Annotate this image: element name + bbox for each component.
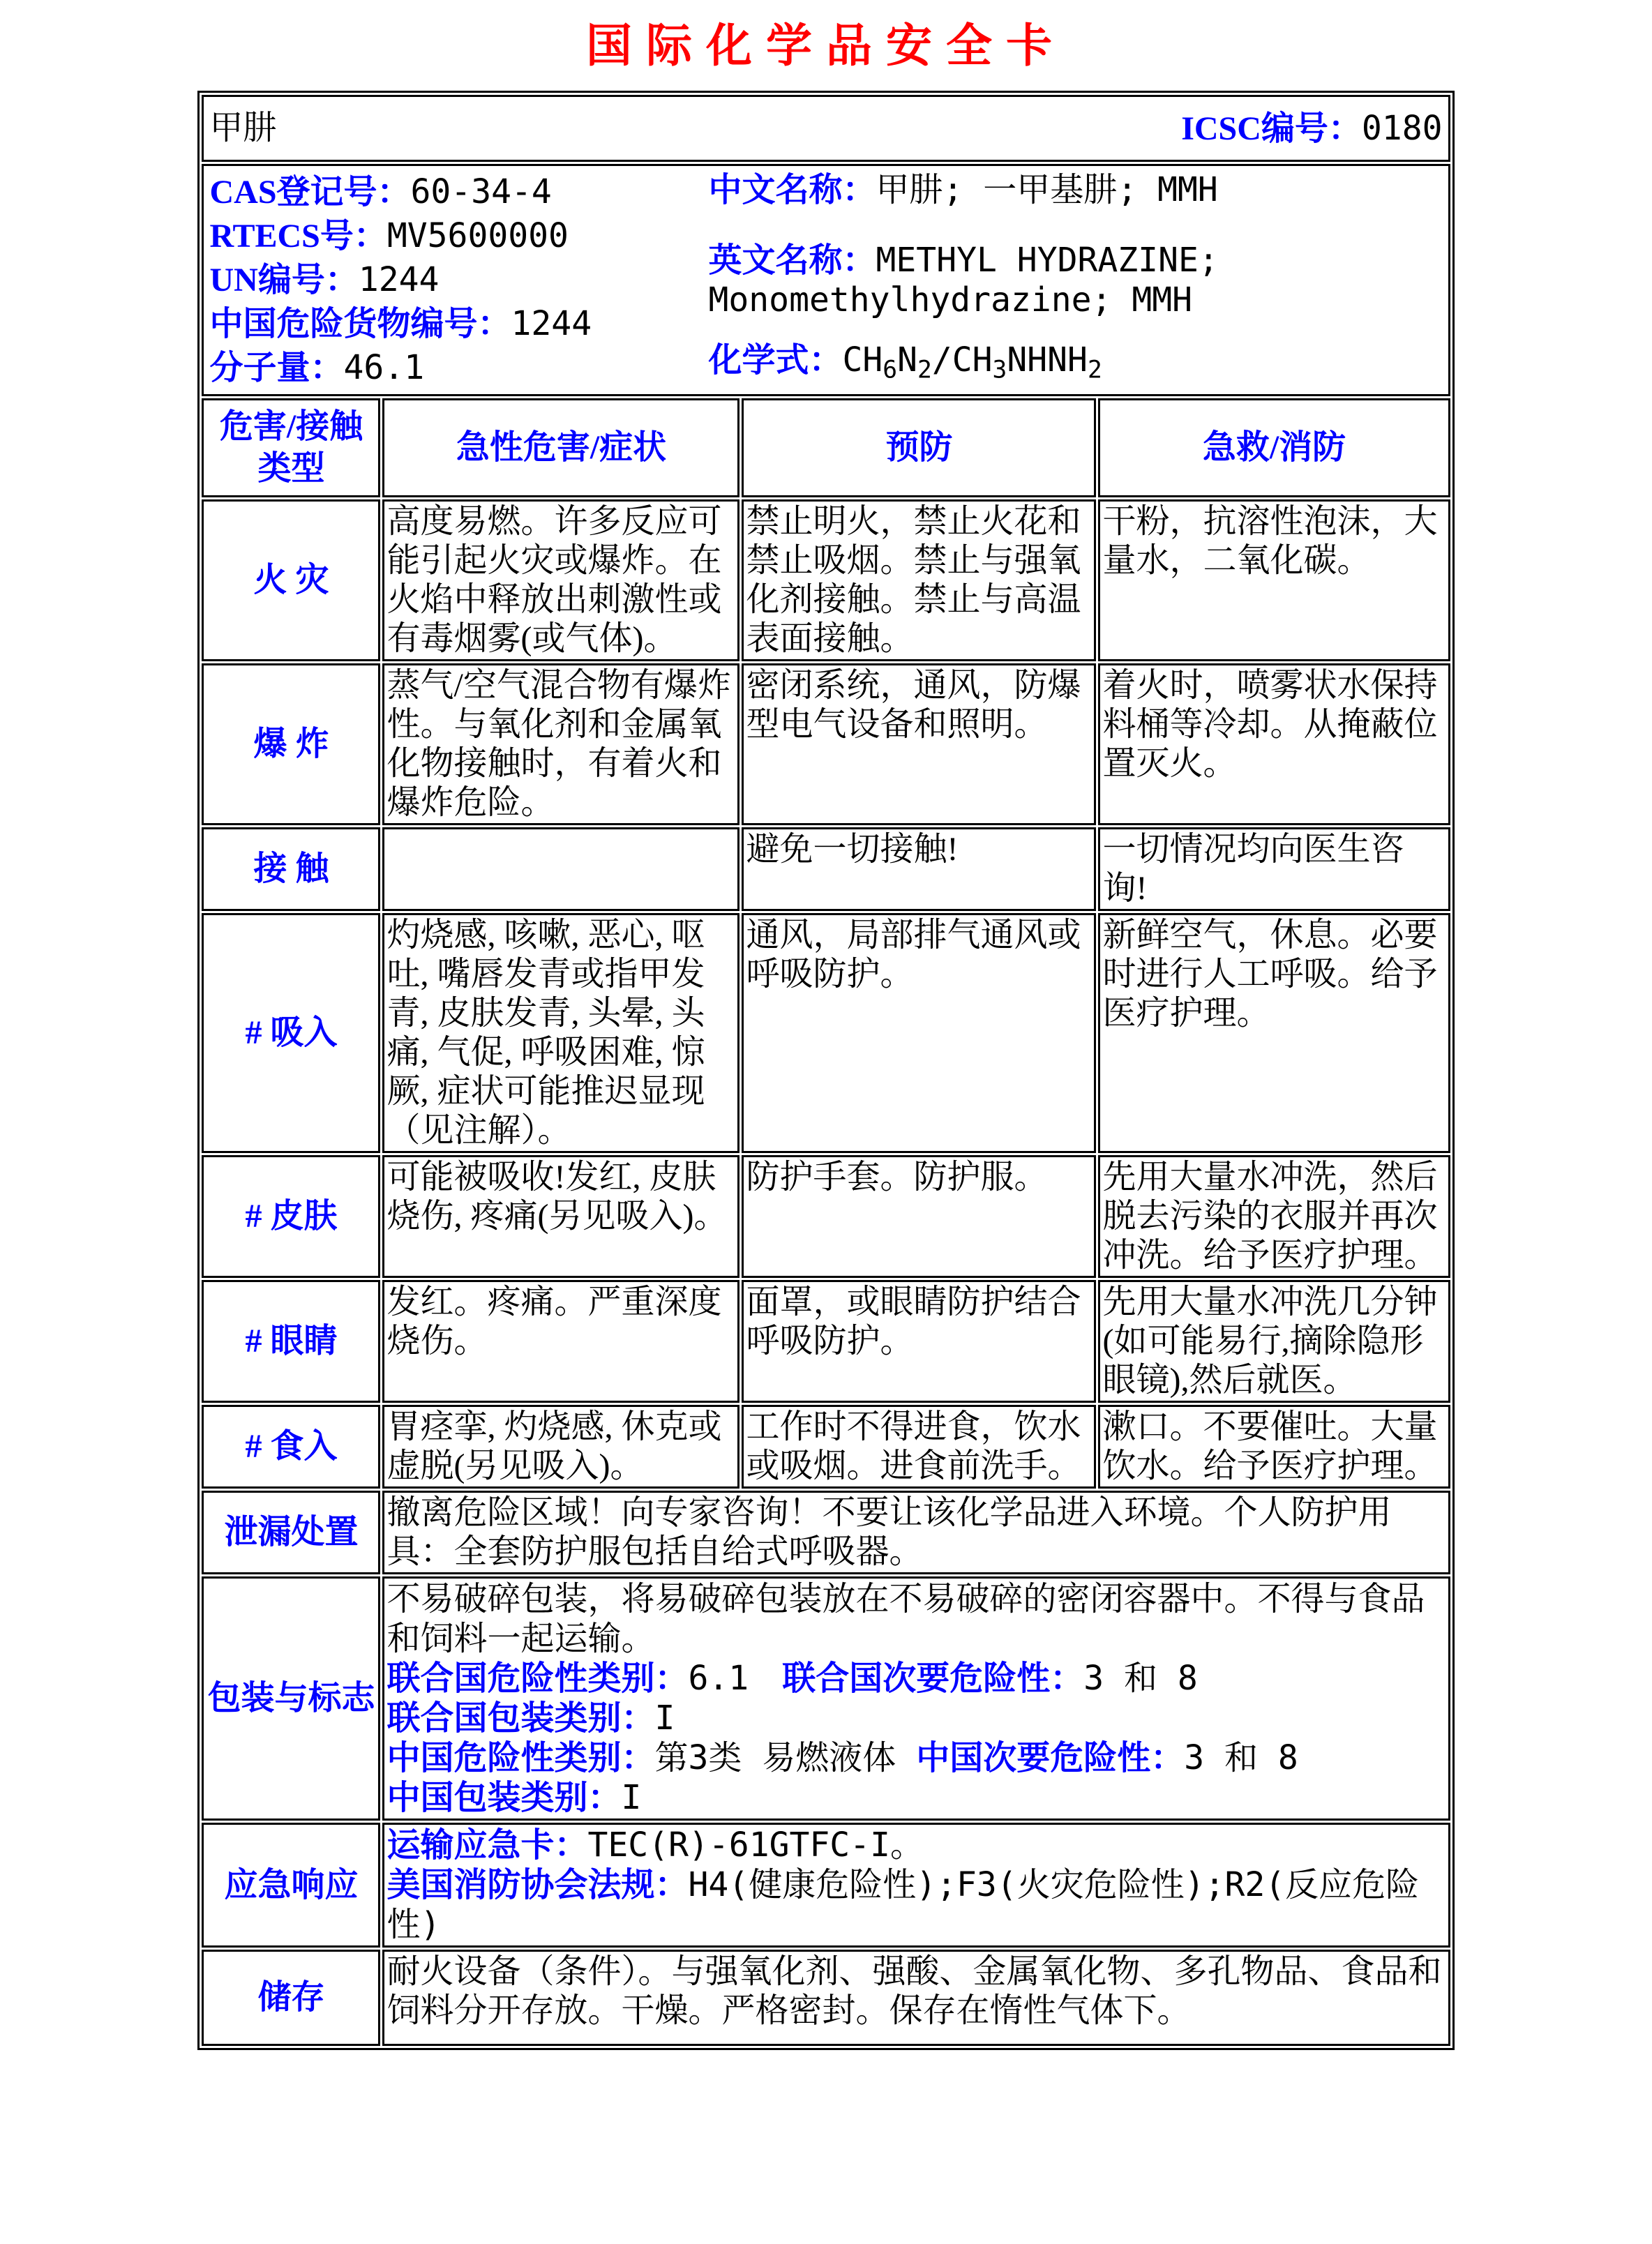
field-value: 不易破碎包装，将易破碎包装放在不易破碎的密闭容器中。不得与食品和饲料一起运输。 xyxy=(386,1579,1425,1658)
field-value: TEC(R)-61GTFC-I。 xyxy=(587,1825,924,1865)
field-value: 6 xyxy=(883,356,898,384)
cas-number-label: CAS登记号： xyxy=(209,174,411,211)
fire-row-label: 火 灾 xyxy=(202,499,380,661)
inhalation-row-label: # 吸入 xyxy=(202,913,380,1153)
identity-columns xyxy=(209,170,1442,390)
cas-number-line xyxy=(209,170,708,214)
molecular-weight-line xyxy=(209,346,708,390)
un-number-label: UN编号： xyxy=(209,262,359,299)
header-hazard-exposure-type xyxy=(202,398,380,497)
field-label: 运输应急卡： xyxy=(386,1827,588,1864)
cn-dangerous-goods-label: 中国危险货物编号： xyxy=(209,306,511,342)
eyes-symptoms-cell: 发红。疼痛。严重深度烧伤。 xyxy=(382,1280,739,1403)
english-name-label: 英文名称： xyxy=(708,242,876,279)
english-name-line1 xyxy=(708,241,1442,280)
rtecs-number-line xyxy=(209,214,708,258)
field-label: 中国包装类别： xyxy=(386,1779,622,1816)
packaging-line-cn-packing-group xyxy=(386,1778,1446,1818)
ingestion-row-label: # 食入 xyxy=(202,1405,380,1489)
exposure-symptoms-cell xyxy=(382,827,739,911)
cas-number-value: 60-34-4 xyxy=(410,172,552,211)
emergency-line-tec xyxy=(386,1825,1446,1865)
header-acute-hazards-symptoms: 急性危害/症状 xyxy=(382,398,739,497)
field-value: 3 xyxy=(992,356,1007,384)
fire-firstaid-cell: 干粉，抗溶性泡沫，大量水，二氧化碳。 xyxy=(1098,499,1450,661)
field-value: NHNH xyxy=(1007,340,1088,379)
rtecs-number-label: RTECS号： xyxy=(209,218,387,255)
skin-symptoms-cell: 可能被吸收!发红, 皮肤烧伤, 疼痛(另见吸入)。 xyxy=(382,1155,739,1278)
field-value: 3 和 8 xyxy=(1083,1659,1198,1698)
explosion-row-label: 爆 炸 xyxy=(202,663,380,825)
molecular-weight-value: 46.1 xyxy=(343,348,425,387)
exposure-row-label: 接 触 xyxy=(202,827,380,911)
identity-cell xyxy=(202,164,1450,396)
icsc-number-value: 0180 xyxy=(1361,108,1443,148)
fire-symptoms-cell: 高度易燃。许多反应可能引起火灾或爆炸。在火焰中释放出刺激性或有毒烟雾(或气体)。 xyxy=(382,499,739,661)
field-label: 美国消防协会法规： xyxy=(386,1867,689,1904)
identity-right-column xyxy=(708,170,1442,390)
packaging-line-un-packing-group xyxy=(386,1699,1446,1738)
exposure-prevention-cell: 避免一切接触! xyxy=(742,827,1096,911)
molecular-weight-label: 分子量： xyxy=(209,349,344,386)
english-name-value-1: METHYL HYDRAZINE; xyxy=(876,241,1219,280)
header-prevention: 预防 xyxy=(742,398,1096,497)
card-header-cell xyxy=(202,95,1450,162)
skin-firstaid-cell: 先用大量水冲洗，然后脱去污染的衣服并再次冲洗。给予医疗护理。 xyxy=(1098,1155,1450,1278)
packaging-line-cn-hazard-class xyxy=(386,1738,1446,1778)
english-name-block xyxy=(708,241,1442,319)
chemical-formula-line xyxy=(708,340,1442,384)
storage-row-label: 储存 xyxy=(202,1950,380,2046)
field-label: 联合国次要危险性： xyxy=(782,1660,1084,1697)
explosion-prevention-cell: 密闭系统，通风，防爆型电气设备和照明。 xyxy=(742,663,1096,825)
ingestion-symptoms-cell: 胃痉挛, 灼烧感, 休克或虚脱(另见吸入)。 xyxy=(382,1405,739,1489)
inhalation-firstaid-cell: 新鲜空气，休息。必要时进行人工呼吸。给予医疗护理。 xyxy=(1098,913,1450,1153)
exposure-firstaid-cell: 一切情况均向医生咨询! xyxy=(1098,827,1450,911)
packaging-line-unbreakable xyxy=(386,1579,1446,1659)
icsc-card-table xyxy=(197,91,1454,2050)
substance-name: 甲肼 xyxy=(209,110,277,146)
header-first-aid-firefighting: 急救/消防 xyxy=(1098,398,1450,497)
storage-text-cell: 耐火设备（条件）。与强氧化剂、强酸、金属氧化物、多孔物品、食品和饲料分开存放。干燥。严格密封。保存在惰性气体下。 xyxy=(382,1950,1450,2046)
packaging-text-cell xyxy=(382,1576,1450,1821)
cn-dangerous-goods-line xyxy=(209,302,708,346)
icsc-number-label: ICSC编号： xyxy=(1181,110,1362,147)
field-value: 2 xyxy=(917,356,932,384)
explosion-symptoms-cell: 蒸气/空气混合物有爆炸性。与氧化剂和金属氧化物接触时，有着火和爆炸危险。 xyxy=(382,663,739,825)
ingestion-prevention-cell: 工作时不得进食，饮水或吸烟。进食前洗手。 xyxy=(742,1405,1096,1489)
header-type-line2: 类型 xyxy=(257,450,325,487)
icsc-page xyxy=(0,21,1652,2244)
field-value: 第3类 易燃液体 xyxy=(654,1738,917,1777)
field-value: CH xyxy=(842,340,883,379)
page-title: 国际化学品安全卡 xyxy=(586,21,1066,72)
un-number-line xyxy=(209,258,708,302)
identity-left-column xyxy=(209,170,708,390)
field-value: H4(健康危险性);F3(火灾危险性);R2(反应危险性) xyxy=(386,1865,1420,1944)
field-label: 联合国危险性类别： xyxy=(386,1660,689,1697)
field-value: 2 xyxy=(1087,356,1102,384)
rtecs-number-value: MV5600000 xyxy=(386,216,569,255)
card-header-bar xyxy=(209,109,1442,149)
packaging-row-label: 包装与标志 xyxy=(202,1576,380,1821)
field-value: I xyxy=(621,1778,642,1817)
spillage-row-label: 泄漏处置 xyxy=(202,1491,380,1574)
header-type-line1: 危害/接触 xyxy=(219,408,363,445)
field-value xyxy=(749,1659,782,1698)
inhalation-prevention-cell: 通风，局部排气通风或呼吸防护。 xyxy=(742,913,1096,1153)
field-label: 中国次要危险性： xyxy=(916,1740,1185,1777)
chemical-formula-label: 化学式： xyxy=(708,342,843,379)
chinese-name-value: 甲肼; 一甲基肼; MMH xyxy=(876,170,1218,209)
cn-dangerous-goods-value: 1244 xyxy=(511,304,592,343)
eyes-row-label: # 眼睛 xyxy=(202,1280,380,1403)
chinese-name-label: 中文名称： xyxy=(708,172,876,209)
field-value: N xyxy=(897,340,918,379)
english-name-value-2: Monomethylhydrazine; MMH xyxy=(708,280,1193,319)
spillage-text-cell: 撤离危险区域！向专家咨询！不要让该化学品进入环境。个人防护用具：全套防护服包括自给式呼吸器。 xyxy=(382,1491,1450,1574)
ingestion-firstaid-cell: 漱口。不要催吐。大量饮水。给予医疗护理。 xyxy=(1098,1405,1450,1489)
emergency-text-cell xyxy=(382,1823,1450,1948)
packaging-line-un-hazard-class xyxy=(386,1659,1446,1699)
chinese-name-line xyxy=(708,170,1442,210)
field-value: 6.1 xyxy=(688,1659,749,1698)
eyes-prevention-cell: 面罩，或眼睛防护结合呼吸防护。 xyxy=(742,1280,1096,1403)
emergency-row-label: 应急响应 xyxy=(202,1823,380,1948)
field-label: 中国危险性类别： xyxy=(386,1740,655,1777)
explosion-firstaid-cell: 着火时，喷雾状水保持料桶等冷却。从掩蔽位置灭火。 xyxy=(1098,663,1450,825)
inhalation-symptoms-cell: 灼烧感, 咳嗽, 恶心, 呕吐, 嘴唇发青或指甲发青, 皮肤发青, 头晕, 头痛, 气促, 呼吸困难, 惊厥, 症状可能推迟显现（见注解）。 xyxy=(382,913,739,1153)
field-value: I xyxy=(654,1699,675,1738)
field-value: 3 和 8 xyxy=(1184,1738,1298,1777)
eyes-firstaid-cell: 先用大量水冲洗几分钟(如可能易行,摘除隐形眼镜),然后就医。 xyxy=(1098,1280,1450,1403)
icsc-number-group xyxy=(1181,109,1442,149)
emergency-line-nfpa xyxy=(386,1865,1446,1945)
un-number-value: 1244 xyxy=(358,260,440,299)
skin-prevention-cell: 防护手套。防护服。 xyxy=(742,1155,1096,1278)
chemical-formula-value xyxy=(842,340,1102,384)
fire-prevention-cell: 禁止明火，禁止火花和禁止吸烟。禁止与强氧化剂接触。禁止与高温表面接触。 xyxy=(742,499,1096,661)
field-value: /CH xyxy=(931,340,993,379)
skin-row-label: # 皮肤 xyxy=(202,1155,380,1278)
field-label: 联合国包装类别： xyxy=(386,1700,655,1737)
